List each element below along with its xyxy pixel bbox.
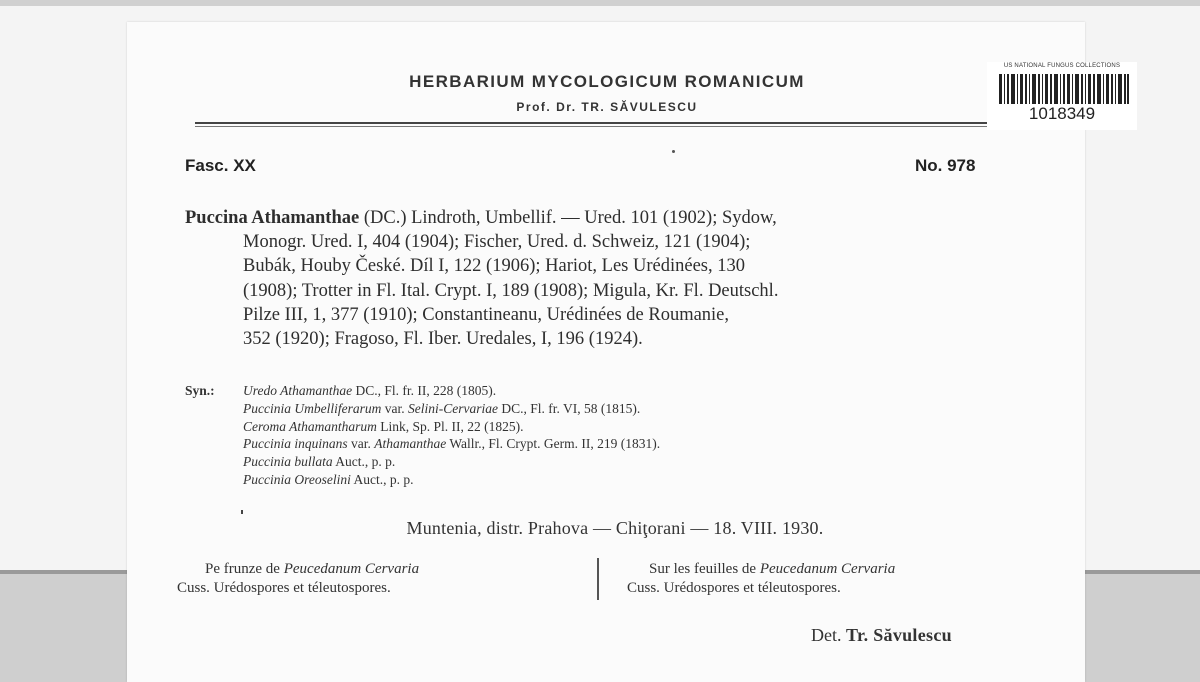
synonym-mid: var. [381,400,408,416]
taxon-citation [185,206,1015,351]
synonym-variety: Selini-Cervariae [407,400,498,416]
host-prefix: Sur les feuilles de [649,561,760,577]
barcode-icon [999,74,1129,104]
sheet-edge [0,0,1200,6]
synonym-rest: Wallr., Fl. Crypt. Germ. II, 219 (1831). [446,436,661,452]
synonym-rest: DC., Fl. fr. II, 228 (1805). [352,383,497,398]
synonym-name: Puccinia inquinans [243,436,348,452]
specimen-label [127,22,1121,682]
header-rule [195,122,1005,124]
determiner-label: Det. [811,625,842,645]
catalog-number: 1018349 [1028,104,1096,123]
synonym-row [185,435,1025,453]
synonym-rest: Auct., p. p. [350,471,414,487]
synonym-rest: Link, Sp. Pl. II, 22 (1825). [376,418,524,434]
synonym-row [185,471,1025,489]
herbarium-director: Prof. Dr. TR. SĂVULESCU [516,100,698,114]
spore-line: Cuss. Urédospores et téleutospores. [627,580,841,596]
spore-line: Cuss. Urédospores et téleutospores. [177,580,391,596]
host-name: Peucedanum Cervaria [759,561,896,577]
host-prefix: Pe frunze de [205,561,284,577]
synonym-name: Puccinia bullata [243,454,333,470]
synonym-variety: Athamanthae [374,436,447,452]
taxon-name: Puccina Athamanthae [185,208,360,228]
header-rule-thin [195,126,1005,127]
host-french [627,560,1027,598]
synonym-rest: DC., Fl. fr. VI, 58 (1815). [497,400,641,416]
synonym-mid: var. [347,436,375,452]
synonym-label: Syn.: [185,383,215,398]
citation-line: Bubák, Houby České. Díl I, 122 (1906); Hariot, Les Urédinées, 130 [243,256,745,277]
synonym-row [185,453,1025,471]
citation-line: Pilze III, 1, 377 (1910); Constantineanu, Urédinées de Roumanie, [243,304,730,325]
synonym-row [185,382,1025,400]
synonym-list [185,382,1025,489]
host-name: Peucedanum Cervaria [283,561,420,577]
host-line [177,560,577,579]
synonym-row [185,400,1025,418]
determiner [811,625,952,646]
herbarium-title: HERBARIUM MYCOLOGICUM ROMANICUM [409,72,805,91]
exsiccata-number: No. 978 [915,156,976,175]
host-romanian [177,560,577,598]
synonym-name: Puccinia Oreoselini [243,471,351,487]
barcode-sticker [987,62,1137,130]
synonym-name: Puccinia Umbelliferarum [243,400,382,416]
citation-line: 352 (1920); Fragoso, Fl. Iber. Uredales, I, 196 (1924). [243,329,643,350]
citation-line [185,206,1015,230]
determiner-name: Tr. Săvulescu [846,625,952,645]
synonym-row [185,418,1025,436]
citation-line: Monogr. Ured. I, 404 (1904); Fischer, Ured. d. Schweiz, 121 (1904); [243,232,751,253]
barcode-caption: US NATIONAL FUNGUS COLLECTIONS [1003,63,1121,69]
collection-locality: Muntenia, distr. Prahova — Chiţorani — 18. VIII. 1930. [406,518,824,538]
speck [672,150,675,153]
column-divider [597,558,599,600]
speck [241,510,243,514]
fascicle-label: Fasc. XX [185,156,256,175]
citation-line: (1908); Trotter in Fl. Ital. Crypt. I, 189 (1908); Migula, Kr. Fl. Deutschl. [243,280,779,301]
synonym-name: Uredo Athamanthae [243,383,353,398]
citation-first-rest: (DC.) Lindroth, Umbellif. — Ured. 101 (1902); Sydow, [359,208,777,228]
synonym-rest: Auct., p. p. [332,454,396,470]
synonym-name: Ceroma Athamantharum [243,418,377,434]
host-line [627,560,1027,579]
